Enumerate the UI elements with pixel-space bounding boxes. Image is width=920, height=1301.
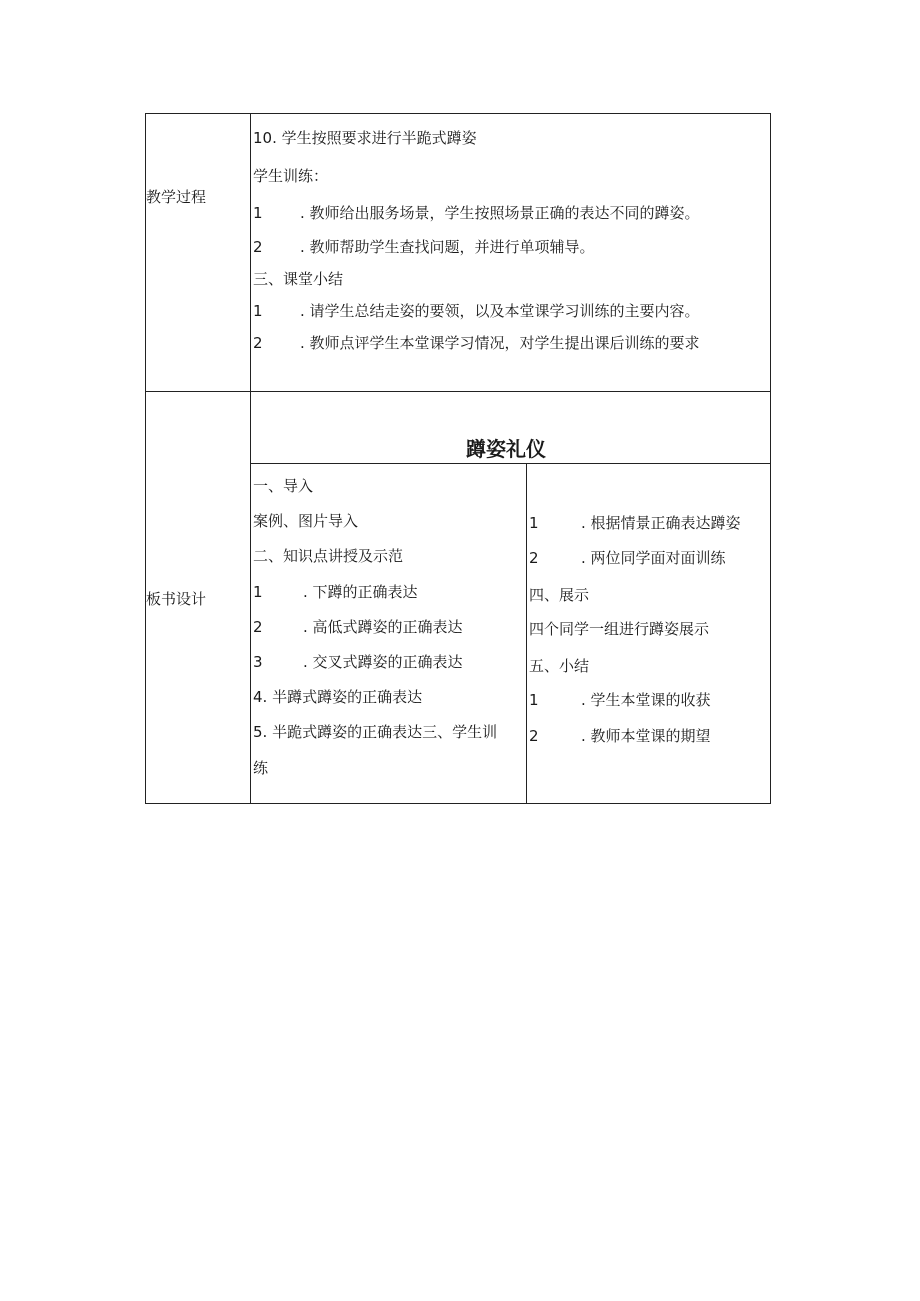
list-item: . 高低式蹲姿的正确表达: [303, 618, 463, 636]
list-item: . 根据情景正确表达蹲姿: [581, 514, 741, 532]
board-title-divider: [250, 463, 771, 464]
list-number: 2: [529, 549, 539, 567]
row-label-teaching-process: 教学过程: [146, 188, 207, 206]
label-column-divider: [250, 113, 251, 804]
table-border-right: [770, 113, 771, 804]
list-number: 1: [253, 302, 263, 320]
intro-text: 案例、图片导入: [253, 512, 359, 530]
board-summary-heading: 五、小结: [529, 657, 590, 675]
list-item: . 交叉式蹲姿的正确表达: [303, 653, 463, 671]
list-number: 1: [253, 204, 263, 222]
board-title: 蹲姿礼仪: [466, 437, 546, 461]
list-item: 5. 半跪式蹲姿的正确表达三、学生训: [253, 723, 498, 741]
row-label-board-design: 板书设计: [146, 590, 207, 608]
knowledge-heading: 二、知识点讲授及示范: [253, 547, 404, 565]
list-number: 1: [529, 691, 539, 709]
list-number: 2: [253, 334, 263, 352]
list-item: . 下蹲的正确表达: [303, 583, 418, 601]
list-item: . 教师给出服务场景，学生按照场景正确的表达不同的蹲姿。: [300, 204, 700, 222]
list-item: . 学生本堂课的收获: [581, 691, 711, 709]
list-item: . 两位同学面对面训练: [581, 549, 726, 567]
list-item: 4. 半蹲式蹲姿的正确表达: [253, 688, 423, 706]
list-number: 2: [529, 727, 539, 745]
table-border-top: [145, 113, 771, 114]
list-item-continuation: 练: [253, 759, 269, 777]
intro-heading: 一、导入: [253, 477, 314, 495]
list-number: 2: [253, 238, 263, 256]
table-border-bottom: [145, 803, 771, 804]
training-heading: 学生训练：: [253, 167, 329, 185]
list-number: 3: [253, 653, 263, 671]
list-item: . 教师帮助学生查找问题，并进行单项辅导。: [300, 238, 595, 256]
list-item: . 教师点评学生本堂课学习情况，对学生提出课后训练的要求: [300, 334, 700, 352]
board-column-divider: [526, 463, 527, 804]
show-text: 四个同学一组进行蹲姿展示: [529, 620, 710, 638]
list-number: 1: [253, 583, 263, 601]
step-10-text: 10. 学生按照要求进行半跪式蹲姿: [253, 129, 477, 147]
row-divider: [145, 391, 771, 392]
list-item: . 请学生总结走姿的要领，以及本堂课学习训练的主要内容。: [300, 302, 700, 320]
list-number: 2: [253, 618, 263, 636]
list-item: . 教师本堂课的期望: [581, 727, 711, 745]
show-heading: 四、展示: [529, 586, 590, 604]
table-border-left: [145, 113, 146, 804]
list-number: 1: [529, 514, 539, 532]
summary-heading: 三、课堂小结: [253, 270, 344, 288]
